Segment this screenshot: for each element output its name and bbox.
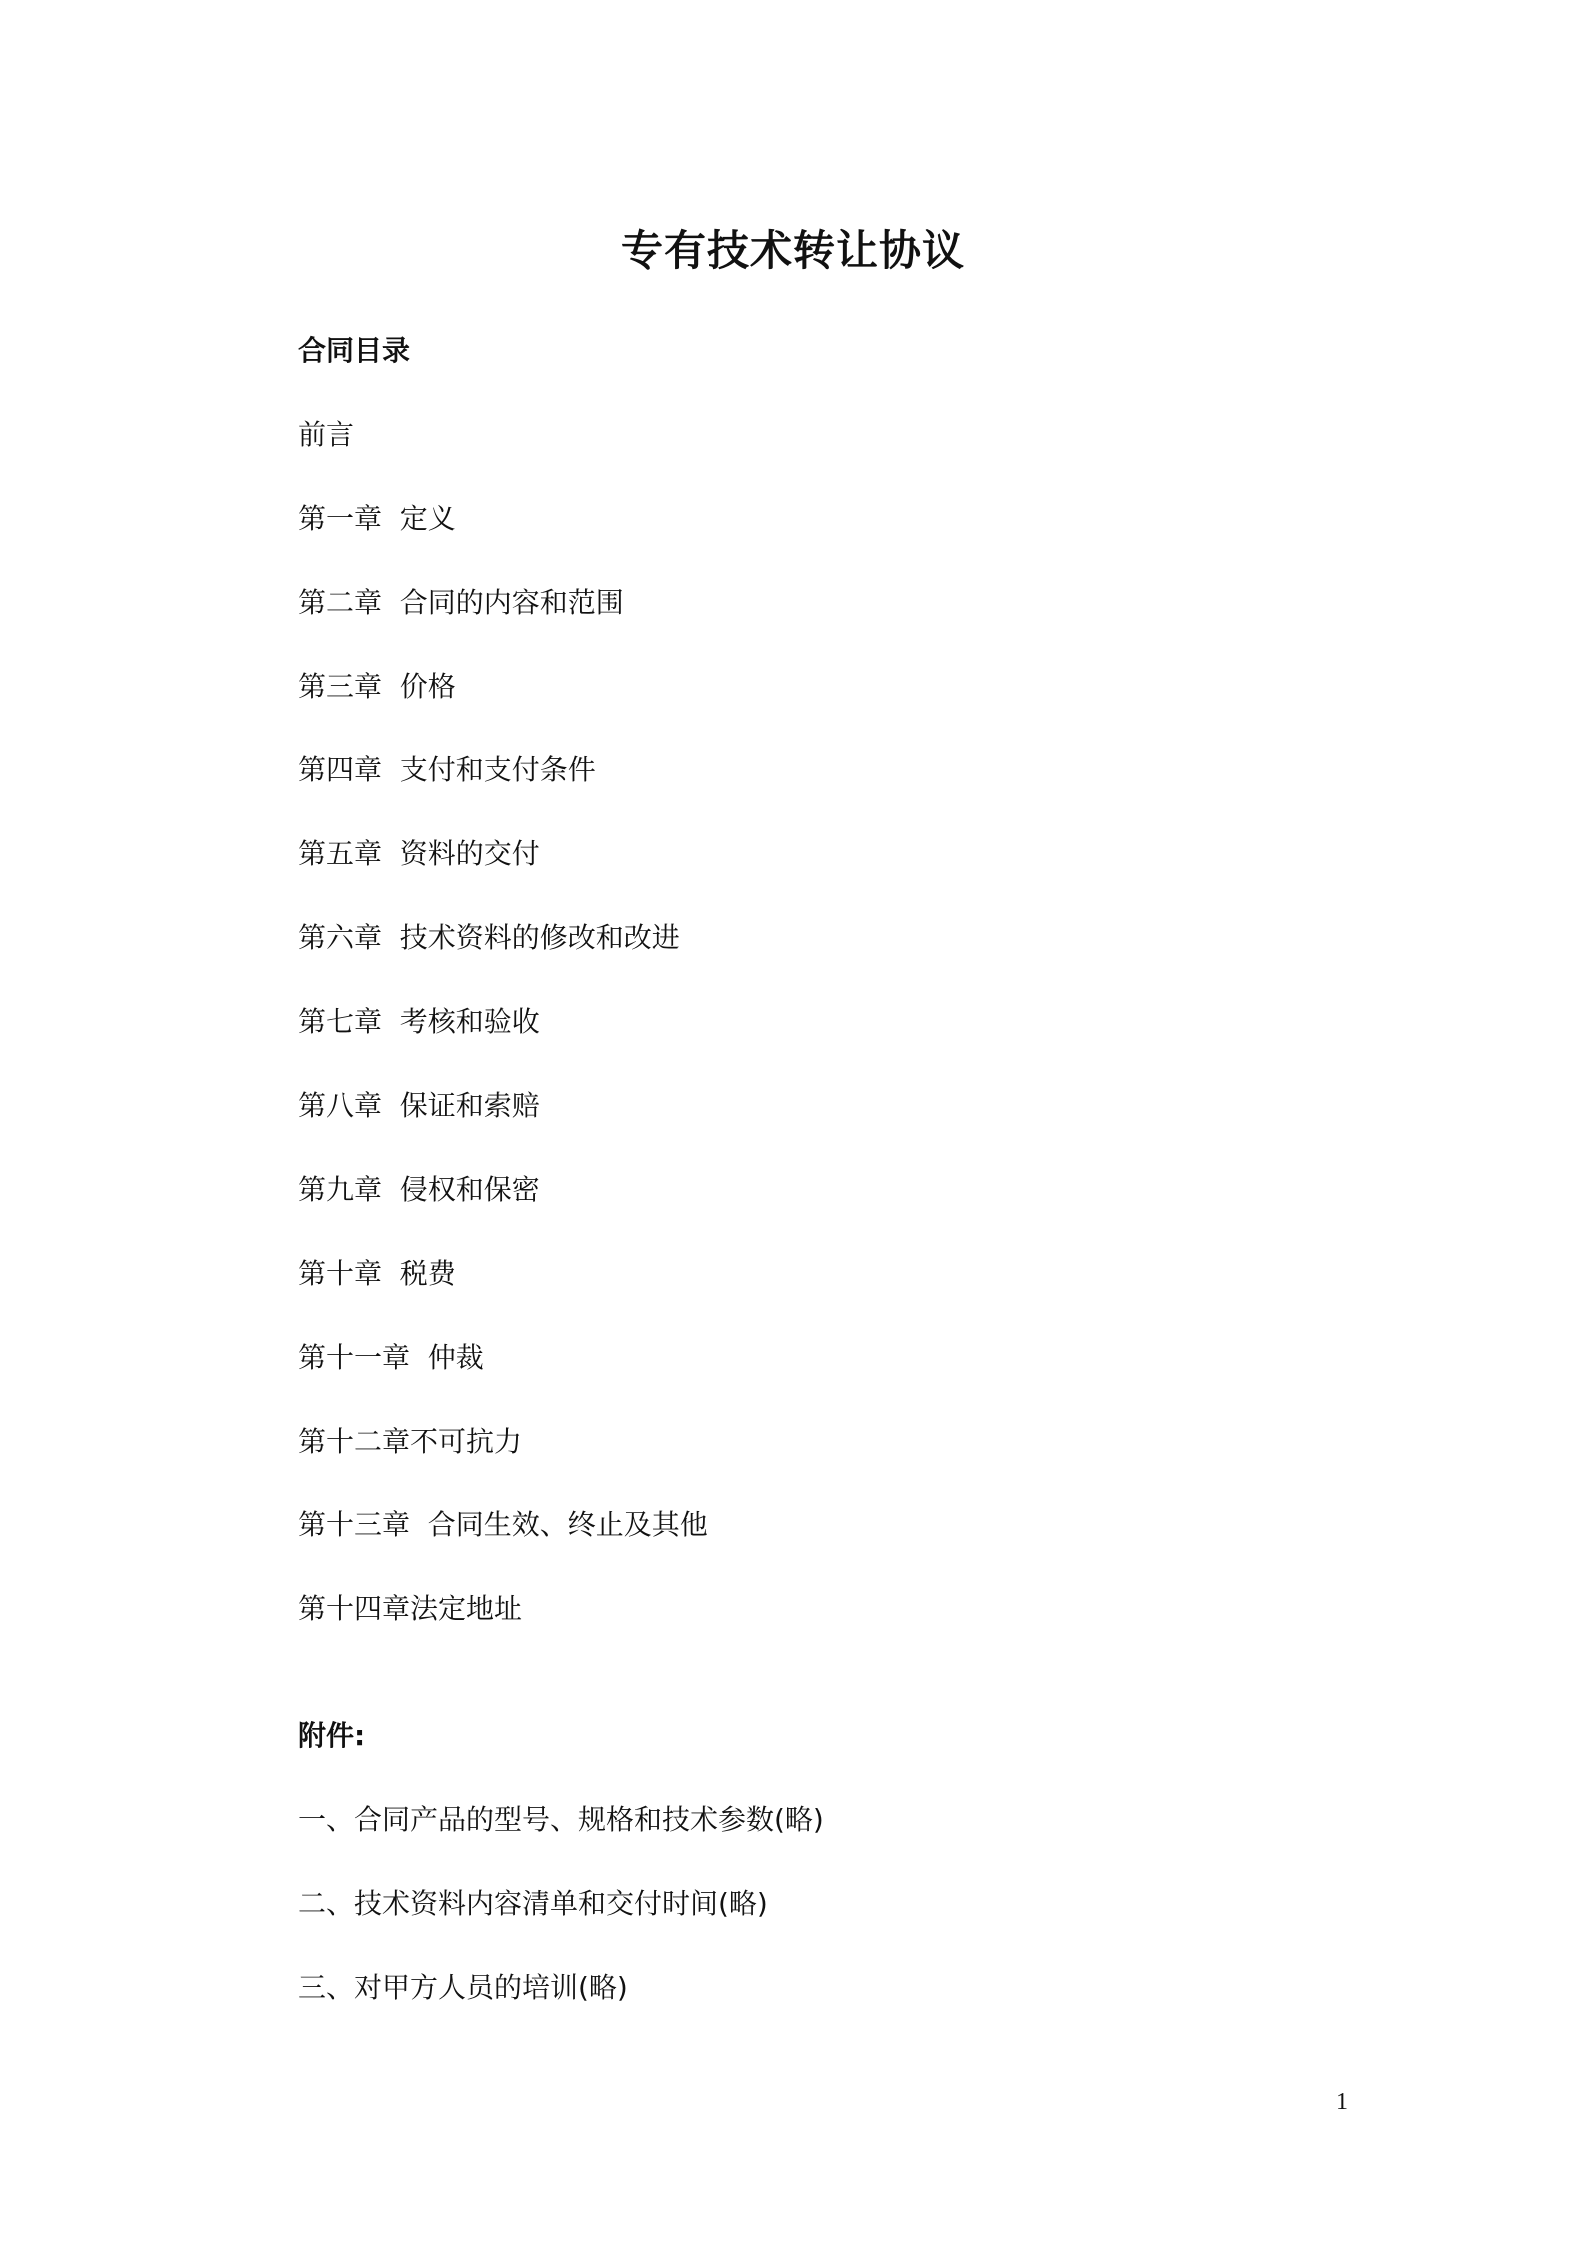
toc-item-chapter-5: 第五章 资料的交付 — [298, 837, 540, 870]
toc-item-chapter-10: 第十章 税费 — [298, 1257, 456, 1290]
toc-item-chapter-12: 第十二章不可抗力 — [298, 1425, 523, 1458]
toc-item-chapter-3: 第三章 价格 — [298, 670, 456, 703]
toc-item-chapter-14: 第十四章法定地址 — [298, 1592, 523, 1625]
annex-item-1: 一、合同产品的型号、规格和技术参数(略) — [298, 1803, 824, 1836]
toc-item-chapter-8: 第八章 保证和索赔 — [298, 1089, 540, 1122]
toc-item-chapter-7: 第七章 考核和验收 — [298, 1005, 540, 1038]
toc-item-chapter-4: 第四章 支付和支付条件 — [298, 753, 596, 786]
toc-item-chapter-2: 第二章 合同的内容和范围 — [298, 586, 624, 619]
document-title: 专有技术转让协议 — [620, 226, 965, 275]
toc-item-chapter-13: 第十三章 合同生效、终止及其他 — [298, 1508, 708, 1541]
annex-item-2: 二、技术资料内容清单和交付时间(略) — [298, 1887, 768, 1920]
toc-item-chapter-11: 第十一章 仲裁 — [298, 1341, 484, 1374]
toc-item-preface: 前言 — [298, 418, 355, 451]
annex-item-3: 三、对甲方人员的培训(略) — [298, 1971, 628, 2004]
page-number: 1 — [1336, 2089, 1348, 2115]
toc-item-chapter-6: 第六章 技术资料的修改和改进 — [298, 921, 680, 954]
annex-heading: 附件: — [298, 1719, 366, 1752]
toc-item-chapter-1: 第一章 定义 — [298, 502, 456, 535]
toc-heading: 合同目录 — [298, 334, 411, 367]
toc-item-chapter-9: 第九章 侵权和保密 — [298, 1173, 540, 1206]
